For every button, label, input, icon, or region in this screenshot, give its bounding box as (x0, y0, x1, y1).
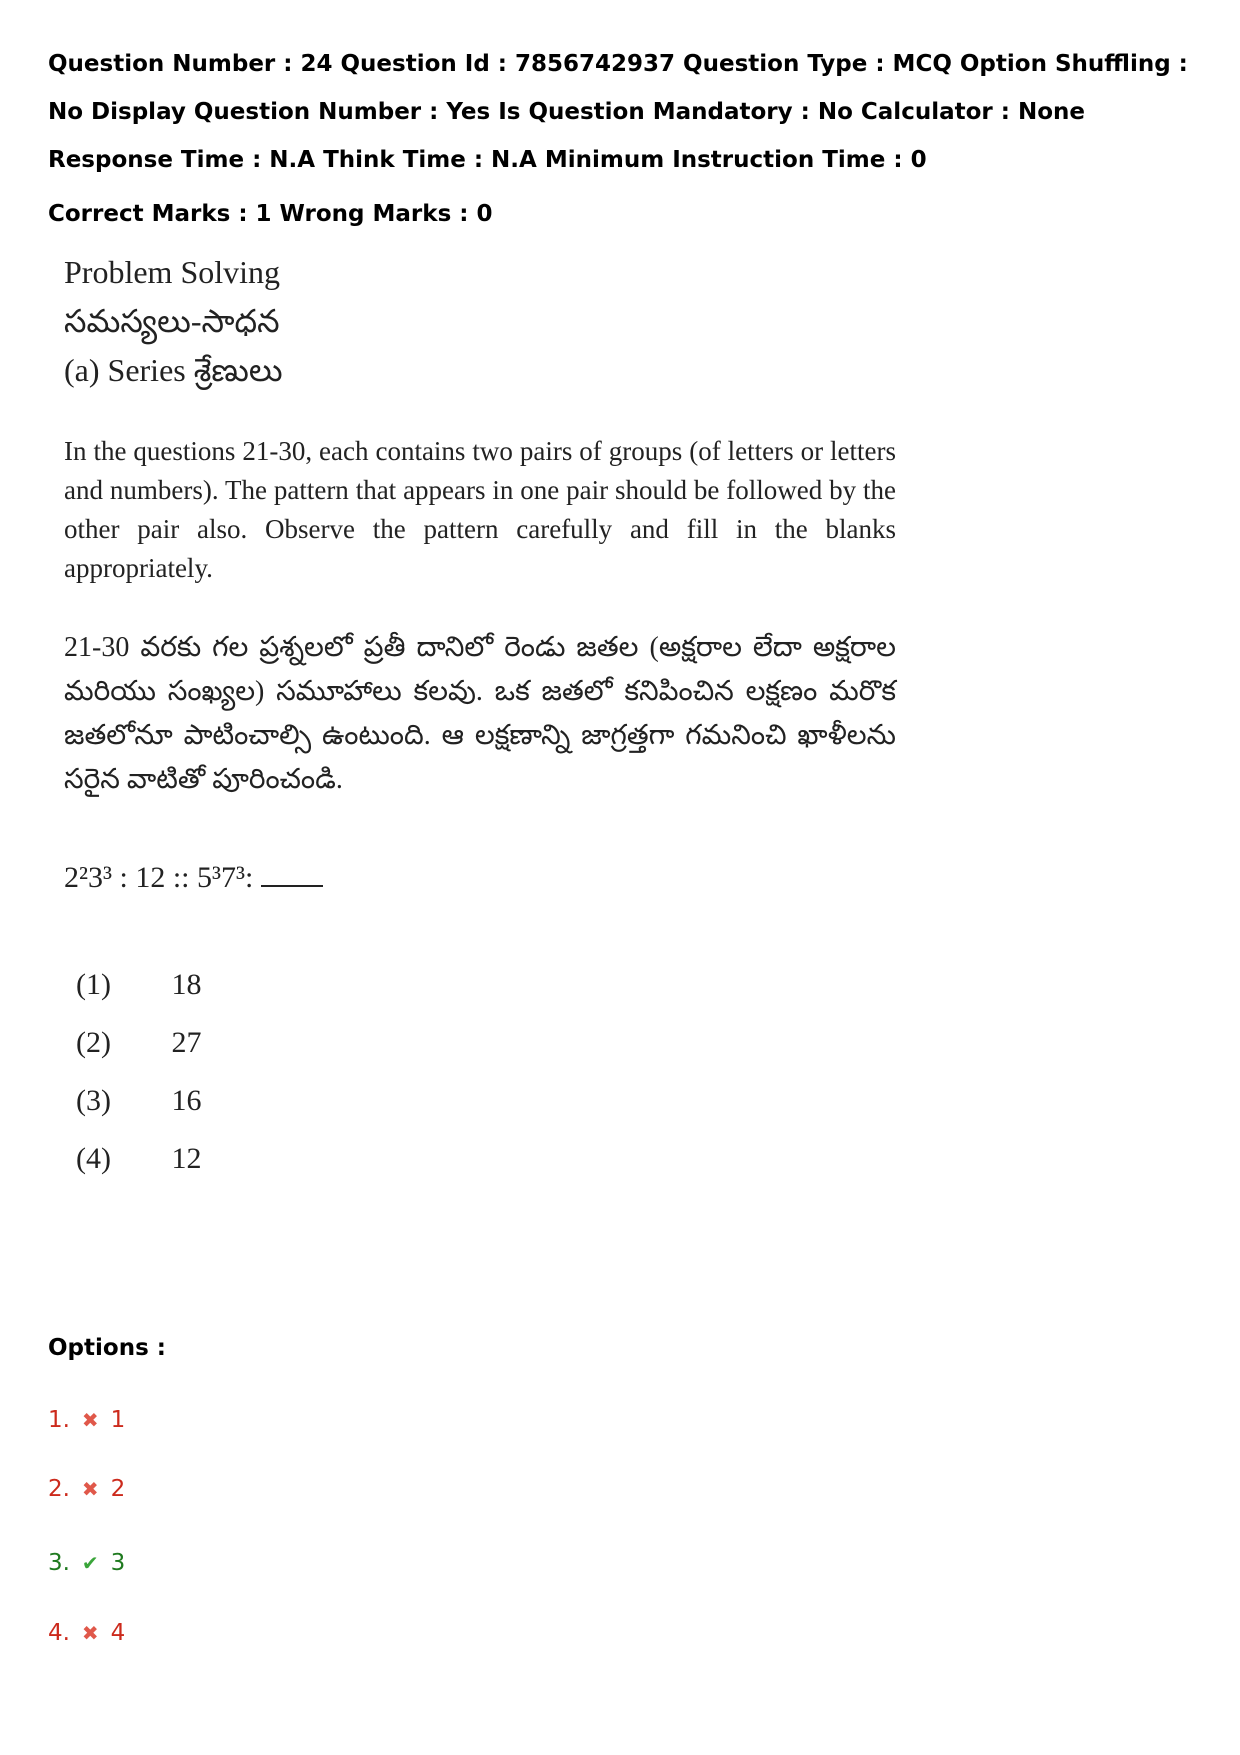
choice-item (76, 956, 904, 1014)
option-text: 1 (110, 1407, 126, 1433)
option-index: 2. (48, 1476, 70, 1502)
section-title-telugu: సమస్యలు-సాధన (64, 303, 280, 339)
instruction-english: In the questions 21-30, each contains two pairs of groups (of letters or letters and numbers). The pattern that appears in one pair should be followed by the other pair also. Observe the pattern carefully and fill in the blanks appropriately. (64, 436, 896, 583)
choice-number: (3) (76, 1084, 111, 1117)
options-label: Options : (48, 1335, 166, 1361)
choice-list (76, 956, 904, 1188)
choice-value: 16 (171, 1084, 202, 1117)
choice-item (76, 1014, 904, 1072)
cross-icon: ✖ (81, 1408, 99, 1432)
choice-number: (2) (76, 1026, 111, 1059)
section-title: Problem Solving (64, 254, 281, 290)
choice-number: (4) (76, 1142, 111, 1175)
marks-info: Correct Marks : 1 Wrong Marks : 0 (48, 201, 493, 227)
question-metadata: Question Number : 24 Question Id : 7856742937 Question Type : MCQ Option Shuffling : No Display Question Number : Yes Is Question Mandatory : No Calculator : None Response Time : N.A Think Time : N.A Minimum Instruction Time : 0 (48, 51, 1188, 173)
option-item (48, 1400, 125, 1440)
option-index: 3. (48, 1550, 70, 1576)
option-item (48, 1543, 125, 1583)
choice-number: (1) (76, 968, 111, 1001)
choice-value: 27 (171, 1026, 202, 1059)
cross-icon: ✖ (81, 1477, 99, 1501)
question-body (64, 248, 904, 1188)
option-text: 2 (110, 1476, 126, 1502)
expression-text: 2²3³ : 12 :: 5³7³: (64, 861, 254, 894)
choice-item (76, 1130, 904, 1188)
instruction-telugu: 21-30 వరకు గల ప్రశ్నలలో ప్రతీ దానిలో రెండు జతల (అక్షరాల లేదా అక్షరాల మరియు సంఖ్యల) సమూహాలు కలవు. ఒక జతలో కనిపించిన లక్షణం మరొక జతలోనూ పాటించాల్సి ఉంటుంది. ఆ లక్షణాన్ని జాగ్రత్తగా గమనించి ఖాళీలను సరైన వాటితో పూరించండి. (64, 632, 896, 795)
question-expression (64, 858, 904, 898)
option-item (48, 1469, 125, 1509)
check-icon: ✔ (81, 1551, 99, 1575)
subsection-title: (a) Series శ్రేణులు (64, 352, 283, 388)
answer-blank (261, 859, 323, 887)
option-index: 1. (48, 1407, 70, 1433)
option-text: 3 (110, 1550, 126, 1576)
choice-item (76, 1072, 904, 1130)
choice-value: 18 (171, 968, 202, 1001)
cross-icon: ✖ (81, 1621, 99, 1645)
option-index: 4. (48, 1620, 70, 1646)
choice-value: 12 (171, 1142, 202, 1175)
option-item (48, 1613, 125, 1653)
option-text: 4 (110, 1620, 126, 1646)
